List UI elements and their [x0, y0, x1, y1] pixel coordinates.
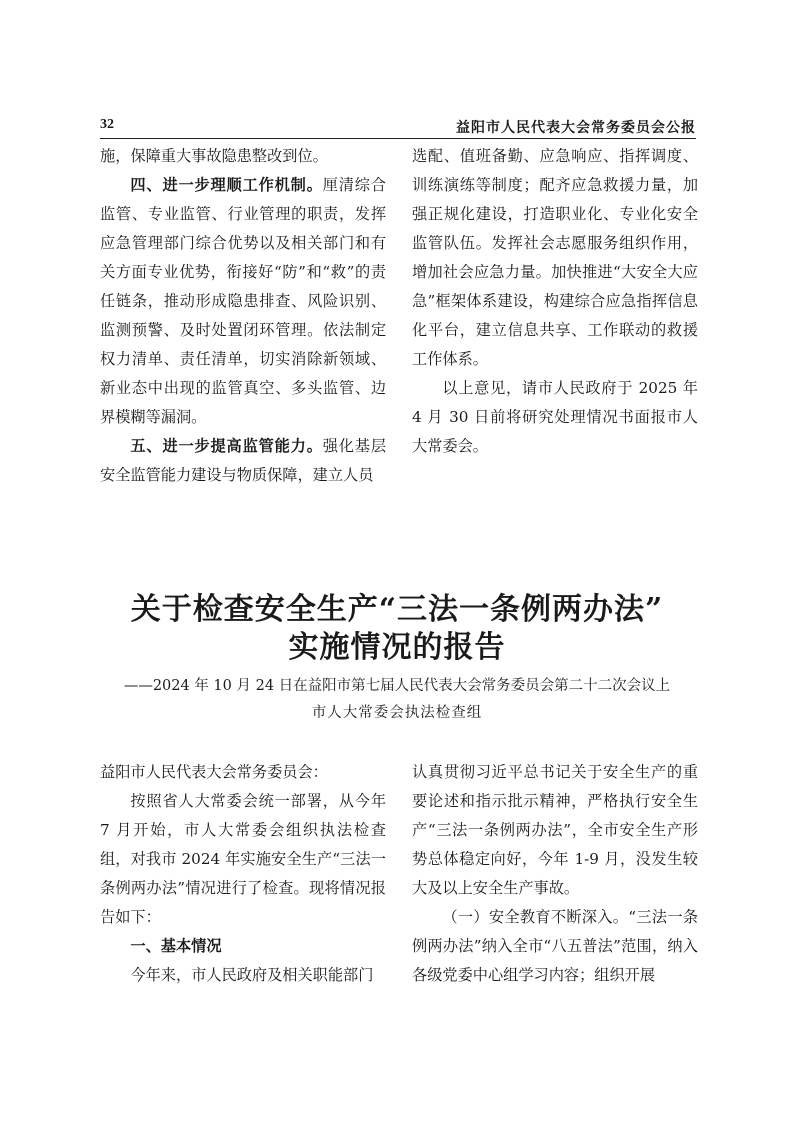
paragraph: 施，保障重大事故隐患整改到位。: [100, 147, 328, 165]
header-rule: [100, 138, 696, 139]
paragraph: 以上意见，请市人民政府于 2025 年 4 月 30 日前将研究处理情况书面报市人大常委会。: [412, 379, 698, 455]
paragraph: （一）安全教育不断深入。“三法一条例两办法”纳入全市“八五普法”范围，纳入各级党委中心组学习内容；组织开展: [412, 908, 699, 984]
article-author: 市人大常委会执法检查组: [311, 705, 483, 721]
publication-title: 益阳市人民代表大会常务委员会公报: [456, 120, 696, 136]
section-heading: 四、进一步理顺工作机制。: [130, 176, 323, 194]
paragraph: 认真贯彻习近平总书记关于安全生产的重要论述和指示批示精神，严格执行安全生产“三法一条例两办法”，全市安全生产形势总体稳定向好，今年 1-9 月，没发生较大及以上安全生产事故。: [412, 763, 698, 897]
paragraph: 按照省人大常委会统一部署，从今年 7 月开始，市人大常委会组织执法检查组，对我市 2024 年实施安全生产“三法一条例两办法”情况进行了检查。现将情况报告如下：: [100, 792, 386, 926]
bottom-left-column: [100, 758, 386, 990]
paragraph: 五、进一步提高监管能力。强化基层安全监管能力建设与物质保障，建立人员: [100, 437, 387, 484]
article-title-line1: 关于检查安全生产“三法一条例两办法”: [130, 592, 664, 627]
paragraph: 今年来，市人民政府及相关职能部门: [130, 966, 374, 984]
top-right-column: [412, 142, 698, 461]
top-left-column: [100, 142, 386, 490]
article-subtitle: ——2024 年 10 月 24 日在益阳市第七届人民代表大会常务委员会第二十二次会议上: [123, 678, 671, 694]
salutation: 益阳市人民代表大会常务委员会：: [100, 763, 328, 781]
paragraph: 四、进一步理顺工作机制。厘清综合监管、专业监管、行业管理的职责，发挥应急管理部门综合优势以及相关部门和有关方面专业优势，衔接好“防”和“救”的责任链条，推动形成隐患排查、风险识别、监测预警、及时处置闭环管理。依法制定权力清单、责任清单，切实消除新领域、新业态中出现的监管真空、多头监管、边界模糊等漏洞。: [100, 176, 387, 426]
bottom-right-column: [412, 758, 698, 990]
section-heading: （一）安全教育不断深入。: [442, 908, 629, 926]
article-title-line2: 实施情况的报告: [288, 630, 506, 665]
paragraph: 选配、值班备勤、应急响应、指挥调度、训练演练等制度；配齐应急救援力量，加强正规化建设，打造职业化、专业化安全监管队伍。发挥社会志愿服务组织作用，增加社会应急力量。加快推进“大安全大应急”框架体系建设，构建综合应急指挥信息化平台，建立信息共享、工作联动的救援工作体系。: [412, 147, 698, 368]
page-header: [100, 117, 696, 137]
section-heading: 五、进一步提高监管能力。: [130, 437, 323, 455]
section-heading: 一、基本情况: [130, 937, 222, 955]
page-number: 32: [100, 117, 114, 132]
